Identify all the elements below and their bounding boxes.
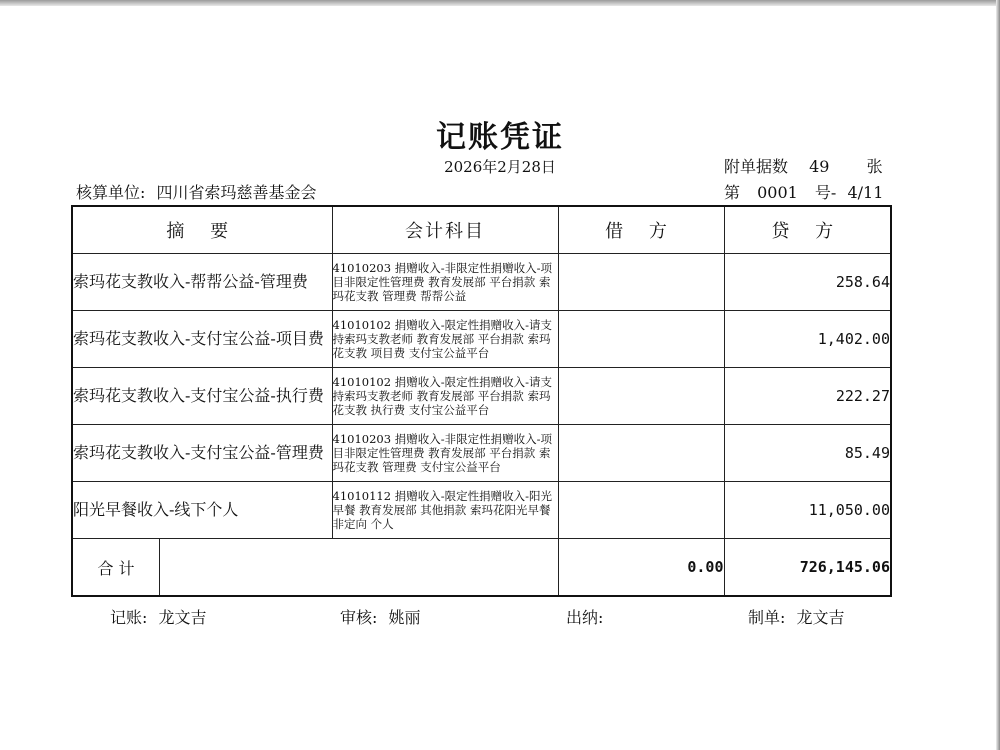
attachment-unit: 张 xyxy=(866,157,883,176)
unit-label: 核算单位: xyxy=(76,183,146,202)
reviewer-name: 姚丽 xyxy=(388,608,421,627)
row-credit: 11,050.00 xyxy=(724,482,891,539)
header-debit: 借 方 xyxy=(558,206,724,254)
row-debit xyxy=(558,368,724,425)
total-blank xyxy=(160,539,558,595)
table-header-row xyxy=(72,206,891,254)
row-account: 41010203 捐赠收入-非限定性捐赠收入-项目非限定性管理费 教育发展部 平台捐款 索玛花支教 管理费 帮帮公益 xyxy=(332,254,558,311)
row-credit: 85.49 xyxy=(724,425,891,482)
scan-edge-top xyxy=(0,0,1000,6)
voucher-date: 2026年2月28日 xyxy=(444,158,556,176)
total-credit: 726,145.06 xyxy=(724,539,891,597)
row-credit: 222.27 xyxy=(724,368,891,425)
header-summary: 摘 要 xyxy=(72,206,332,254)
footer-preparer xyxy=(748,605,845,628)
row-summary: 索玛花支教收入-帮帮公益-管理费 xyxy=(72,254,332,311)
table-row xyxy=(72,482,891,539)
bookkeeper-label: 记账: xyxy=(110,608,148,627)
row-summary: 索玛花支教收入-支付宝公益-管理费 xyxy=(72,425,332,482)
row-account: 41010102 捐赠收入-限定性捐赠收入-请支持索玛支教老师 教育发展部 平台捐款 索玛花支教 执行费 支付宝公益平台 xyxy=(332,368,558,425)
row-credit: 258.64 xyxy=(724,254,891,311)
row-summary: 索玛花支教收入-支付宝公益-项目费 xyxy=(72,311,332,368)
row-account: 41010102 捐赠收入-限定性捐赠收入-请支持索玛支教老师 教育发展部 平台捐款 索玛花支教 项目费 支付宝公益平台 xyxy=(332,311,558,368)
header-credit: 贷 方 xyxy=(724,206,891,254)
attachment-number: 49 xyxy=(809,157,830,176)
accounting-unit xyxy=(76,180,317,203)
voucher-number xyxy=(724,180,883,203)
row-debit xyxy=(558,425,724,482)
unit-name: 四川省索玛慈善基金会 xyxy=(156,183,317,202)
attachment-count xyxy=(724,154,883,177)
row-account: 41010203 捐赠收入-非限定性捐赠收入-项目非限定性管理费 教育发展部 平台捐款 索玛花支教 管理费 支付宝公益平台 xyxy=(332,425,558,482)
cashier-label: 出纳: xyxy=(566,608,604,627)
reviewer-label: 审核: xyxy=(340,608,378,627)
voucher-prefix: 第 xyxy=(724,183,741,202)
table-row xyxy=(72,368,891,425)
voucher-suffix: 号- xyxy=(814,183,837,202)
voucher-table xyxy=(71,205,892,597)
total-label-cell xyxy=(72,539,558,597)
row-debit xyxy=(558,254,724,311)
voucher-page: 4/11 xyxy=(847,183,884,202)
voucher-number-value: 0001 xyxy=(757,183,798,202)
bookkeeper-name: 龙文吉 xyxy=(158,608,207,627)
table-row xyxy=(72,425,891,482)
row-account: 41010112 捐赠收入-限定性捐赠收入-阳光早餐 教育发展部 其他捐款 索玛花阳光早餐 非定向 个人 xyxy=(332,482,558,539)
preparer-label: 制单: xyxy=(748,608,786,627)
footer-reviewer xyxy=(340,605,421,628)
row-debit xyxy=(558,482,724,539)
table-row xyxy=(72,311,891,368)
total-debit: 0.00 xyxy=(558,539,724,597)
row-credit: 1,402.00 xyxy=(724,311,891,368)
table-row xyxy=(72,254,891,311)
header-account: 会计科目 xyxy=(332,206,558,254)
footer-cashier xyxy=(566,605,603,628)
preparer-name: 龙文吉 xyxy=(796,608,845,627)
footer-bookkeeper xyxy=(110,605,207,628)
page-title: 记账凭证 xyxy=(436,120,564,155)
row-summary: 阳光早餐收入-线下个人 xyxy=(72,482,332,539)
total-label: 合 计 xyxy=(73,539,160,595)
row-summary: 索玛花支教收入-支付宝公益-执行费 xyxy=(72,368,332,425)
total-row xyxy=(72,539,891,597)
attachment-label: 附单据数 xyxy=(724,157,789,176)
row-debit xyxy=(558,311,724,368)
